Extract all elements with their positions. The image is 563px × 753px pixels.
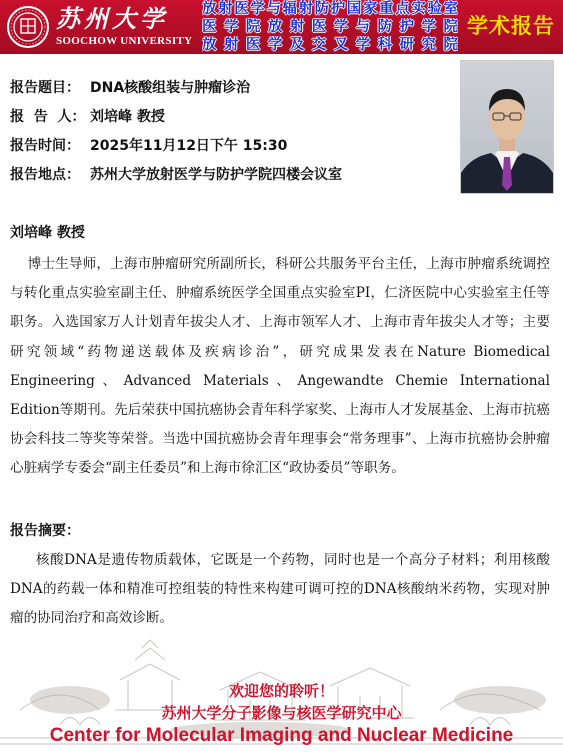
header-banner — [0, 0, 563, 54]
info-row-time — [10, 132, 450, 161]
info-row-speaker — [10, 103, 450, 132]
speaker-portrait-icon — [461, 61, 553, 193]
abstract-heading: 报告摘要： — [10, 523, 80, 539]
speaker-name-heading: 刘培峰 教授 — [10, 225, 85, 241]
report-info — [10, 74, 450, 190]
academic-report-badge: 学术报告 — [467, 14, 555, 38]
speaker-photo — [460, 60, 554, 194]
footer-welcome: 欢迎您的聆听！ — [228, 682, 334, 700]
lab-line-1: 放射医学与辐射防护国家重点实验室 — [202, 1, 458, 17]
footer-center-cn: 苏州大学分子影像与核医学研究中心 — [161, 704, 402, 722]
info-key: 报告题目： — [10, 80, 80, 96]
info-key: 报告地点： — [10, 167, 80, 183]
abstract-text: 核酸DNA是遗传物质载体，它既是一个药物，同时也是一个高分子材料；利用核酸DNA的药载一体和精准可控组装的特性来构建可调可控的DNA核酸纳米药物，实现对肿瘤的协同治疗和高效诊断。 — [10, 552, 550, 626]
lab-names — [202, 0, 458, 54]
info-value: DNA核酸组装与肿瘤诊治 — [90, 80, 251, 96]
university-seal-icon — [6, 5, 50, 49]
info-value: 刘培峰 教授 — [90, 109, 165, 125]
lab-line-2: 医学院放射医学与防护学院 — [202, 19, 458, 35]
info-value: 2025年11月12日下午 15:30 — [90, 138, 288, 154]
footer — [0, 680, 563, 748]
university-logo — [4, 3, 200, 51]
info-value: 苏州大学放射医学与防护学院四楼会议室 — [90, 167, 342, 183]
footer-center-en: Center for Molecular Imaging and Nuclear Medicine — [49, 725, 514, 746]
university-name-en: SOOCHOW UNIVERSITY — [56, 35, 193, 47]
speaker-bio: 博士生导师，上海市肿瘤研究所副所长，科研公共服务平台主任，上海市肿瘤系统调控与转化重点实验室副主任、肿瘤系统医学全国重点实验室PI，仁济医院中心实验室主任等职务。入选国家万人计划青年拔尖人才、上海市领军人才、上海市青年拔尖人才等；主要研究领域“药物递送载体及疾病诊治”，研究成果发表在Nature Biomedical Engineering、Advanced Materials、Angewandte Chemie International Edition等期刊。先后荣获中国抗癌协会青年科学家奖、上海市人才发展基金、上海市抗癌协会科技二等奖等荣誉。当选中国抗癌协会青年理事会“常务理事”、上海市抗癌协会肿瘤心脏病学专委会“副主任委员”和上海市徐汇区“政协委员”等职务。 — [10, 256, 550, 477]
university-name-cn: 苏州大学 — [56, 4, 168, 33]
info-row-title — [10, 74, 450, 103]
info-key: 报告时间： — [10, 138, 80, 154]
info-row-location — [10, 161, 450, 190]
info-key: 报 告 人： — [10, 109, 86, 125]
lab-line-3: 放射医学及交叉学科研究院 — [202, 37, 458, 53]
